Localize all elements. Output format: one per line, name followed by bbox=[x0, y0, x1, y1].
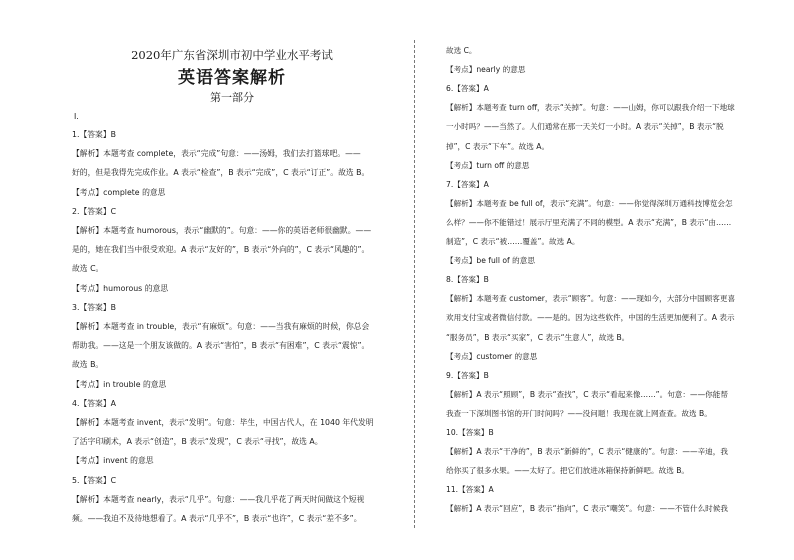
text-line: 【考点】customer 的意思 bbox=[446, 351, 538, 361]
text-line: 11.【答案】A bbox=[446, 485, 494, 495]
text-line: 【解析】本题考查 turn off，表示“关掉”。句意：——山姆，你可以跟我介绍一下地球 bbox=[446, 103, 735, 113]
text-line: 【解析】本题考查 humorous，表示“幽默的”。句意：——你的英语老师很幽默。—— bbox=[72, 226, 372, 235]
text-line: 9.【答案】B bbox=[446, 370, 489, 380]
text-line: 【解析】本题考查 in trouble，表示“有麻烦”。句意：——当我有麻烦的时候，你总会 bbox=[72, 322, 370, 331]
text-line: 【考点】turn off 的意思 bbox=[446, 160, 530, 170]
text-line: 一小时吗？——当然了。人们通常在那一天关灯一小时。A 表示“关掉”，B 表示“脱 bbox=[446, 122, 724, 132]
document-title: 英语答案解析 bbox=[178, 68, 286, 88]
text-line: 【考点】in trouble 的意思 bbox=[72, 379, 167, 389]
text-line: 故选 C。 bbox=[72, 264, 104, 274]
text-line: 【考点】humorous 的意思 bbox=[72, 283, 169, 293]
text-line: 8.【答案】B bbox=[446, 275, 489, 285]
section-title: 第一部分 bbox=[210, 91, 254, 104]
roman-numeral-heading: Ⅰ. bbox=[74, 112, 79, 121]
text-line: 欢用支付宝或者微信付款。——是的。因为这些软件，中国的生活更加便利了。A 表示 bbox=[446, 313, 735, 323]
text-line: 1.【答案】B bbox=[72, 130, 116, 139]
text-line: 掉”，C 表示“下车”。故选 A。 bbox=[446, 141, 550, 151]
text-line: 3.【答案】B bbox=[72, 302, 116, 312]
text-line: 【解析】A 表示“干净的”，B 表示“新鲜的”，C 表示“健康的”。句意：——辛迪，我 bbox=[446, 447, 728, 457]
text-line: 故选 B。 bbox=[72, 360, 104, 370]
text-line: 【考点】invent 的意思 bbox=[72, 456, 154, 466]
text-line: 好的，但是我得先完成作业。A 表示“检查”，B 表示“完成”，C 表示“订正”。故选 B。 bbox=[72, 168, 370, 178]
text-line: 【解析】A 表示“回应”，B 表示“指向”，C 表示“嘲笑”。句意：——不管什么时候我 bbox=[446, 504, 728, 514]
text-line: 7.【答案】A bbox=[446, 179, 489, 189]
text-line: 了活字印刷术，A 表示“创造”，B 表示“发现”，C 表示“寻找”，故选 A。 bbox=[72, 437, 323, 447]
text-line: 给你买了很多水果。——太好了。把它们放进冰箱保持新鲜吧。故选 B。 bbox=[446, 466, 690, 476]
text-line: 6.【答案】A bbox=[446, 84, 489, 94]
text-line: 【考点】be full of 的意思 bbox=[446, 256, 535, 266]
text-line: 【解析】本题考查 complete，表示“完成”句意：——汤姆，我们去打篮球吧。—— bbox=[72, 149, 361, 159]
text-line: “服务员”，B 表示“买家”，C 表示“生意人”，故选 B。 bbox=[446, 332, 630, 342]
text-line: 【考点】nearly 的意思 bbox=[446, 65, 526, 75]
text-line: 2.【答案】C bbox=[72, 206, 117, 216]
text-line: 帮助我。——这是一个朋友该做的。A 表示“害怕”，B 表示“有困难”，C 表示“震惊”。 bbox=[72, 341, 370, 351]
text-line: 么样？——你不能错过！展示厅里充满了不同的模型。A 表示“充满”，B 表示“由…… bbox=[446, 217, 732, 227]
text-line: 故选 C。 bbox=[446, 46, 477, 55]
text-line: 【解析】本题考查 invent，表示“发明”。句意：毕生，中国古代人，在 1040 年代发明 bbox=[72, 418, 374, 427]
text-line: 【解析】本题考查 customer，表示“顾客”。句意：——现如今，大部分中国顾客更喜 bbox=[446, 294, 736, 304]
text-line: 【解析】A 表示“照顾”，B 表示“查找”，C 表示“看起来像……”。句意：——你能帮 bbox=[446, 389, 728, 399]
text-line: 4.【答案】A bbox=[72, 398, 116, 408]
text-line: 我查一下深圳图书馆的开门时间吗？——没问题！我现在就上网查查。故选 B。 bbox=[446, 408, 712, 418]
text-line: 频。——我迫不及待地想看了。A 表示“几乎不”，B 表示“也许”，C 表示“差不多”。 bbox=[72, 514, 362, 523]
text-line: 【考点】complete 的意思 bbox=[72, 187, 166, 197]
text-line: 5.【答案】C bbox=[72, 475, 117, 485]
text-line: 制造”，C 表示“被……覆盖”。故选 A。 bbox=[446, 237, 580, 246]
text-line: 是的，她在我们当中很受欢迎。A 表示“友好的”，B 表示“外向的”，C 表示“风趣的”。 bbox=[72, 245, 370, 255]
column-divider bbox=[414, 40, 415, 528]
exam-title: 2020年广东省深圳市初中学业水平考试 bbox=[131, 48, 333, 62]
text-line: 【解析】本题考查 be full of，表示“充满”。句意：——你觉得深圳万通科技博览会怎 bbox=[446, 198, 733, 208]
text-line: 【解析】本题考查 nearly，表示“几乎”。句意：——我几乎花了两天时间做这个短视 bbox=[72, 494, 365, 504]
text-line: 10.【答案】B bbox=[446, 428, 494, 437]
